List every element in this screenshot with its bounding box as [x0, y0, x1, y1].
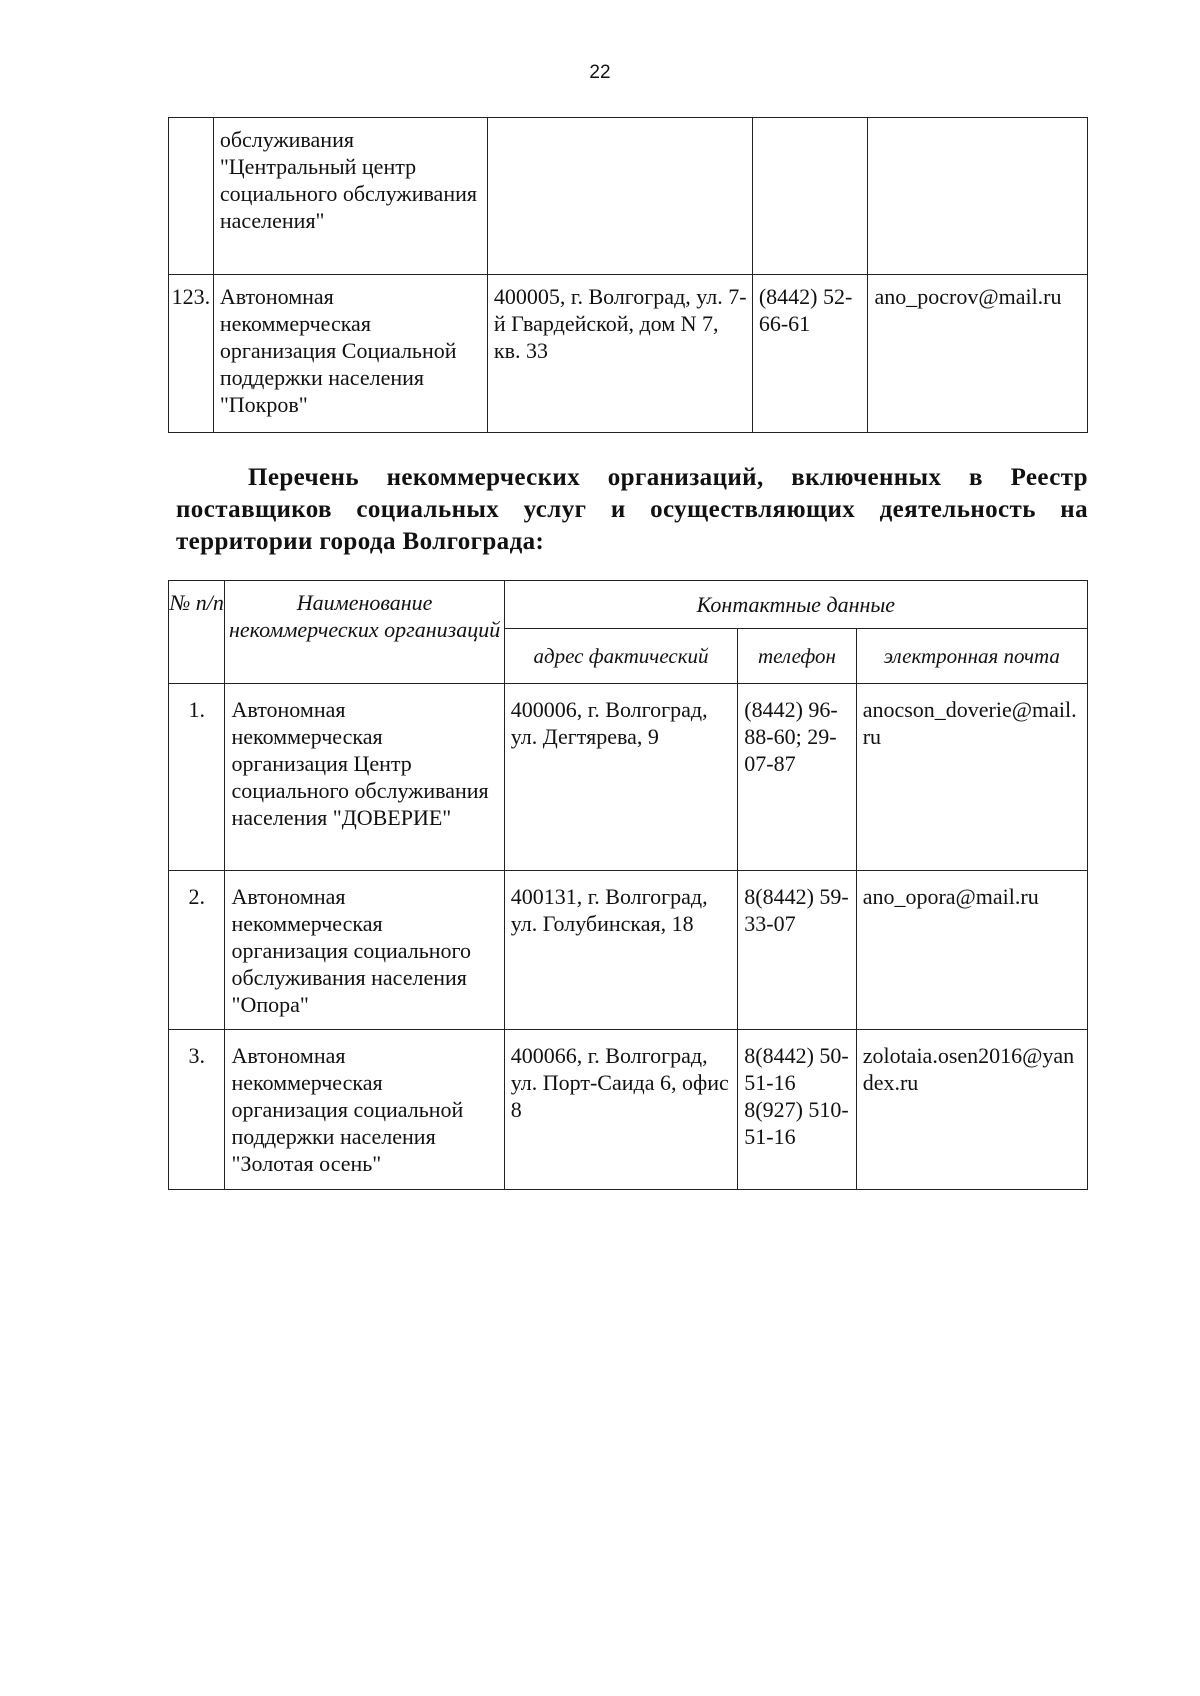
org-phone: (8442) 52-66-61 — [752, 275, 868, 433]
org-phone: (8442) 96-88-60; 29-07-87 — [738, 684, 856, 871]
org-address: 400131, г. Волгоград, ул. Голубинская, 18 — [504, 871, 738, 1030]
org-phone: 8(8442) 59-33-07 — [738, 871, 856, 1030]
table-row — [169, 118, 1088, 275]
header-phone: телефон — [738, 629, 856, 684]
continuation-table — [168, 117, 1088, 433]
org-name: обслуживания "Центральный центр социального обслуживания населения" — [213, 118, 487, 275]
organizations-table — [168, 580, 1088, 1190]
org-name: Автономная некоммерческая организация Центр социального обслуживания населения "ДОВЕРИЕ" — [225, 684, 504, 871]
row-number — [169, 118, 214, 275]
header-address: адрес фактический — [504, 629, 738, 684]
table-row — [169, 275, 1088, 433]
org-email: anocson_doverie@mail.ru — [856, 684, 1087, 871]
org-email — [868, 118, 1088, 275]
row-number: 123. — [169, 275, 214, 433]
row-number: 2. — [169, 871, 225, 1030]
org-address — [487, 118, 752, 275]
org-email: ano_pocrov@mail.ru — [868, 275, 1088, 433]
header-contacts: Контактные данные — [504, 581, 1087, 629]
table-row — [169, 871, 1088, 1030]
org-phone — [752, 118, 868, 275]
header-num: № п/п — [169, 581, 225, 684]
org-address: 400066, г. Волгоград, ул. Порт-Саида 6, офис 8 — [504, 1030, 738, 1190]
header-email: электронная почта — [856, 629, 1087, 684]
table-header-row — [169, 581, 1088, 629]
table-row — [169, 1030, 1088, 1190]
org-email: zolotaia.osen2016@yandex.ru — [856, 1030, 1087, 1190]
org-address: 400005, г. Волгоград, ул. 7-й Гвардейской, дом N 7, кв. 33 — [487, 275, 752, 433]
org-phone: 8(8442) 50-51-16 8(927) 510-51-16 — [738, 1030, 856, 1190]
page-number: 22 — [589, 62, 611, 83]
org-name: Автономная некоммерческая организация Социальной поддержки населения "Покров" — [213, 275, 487, 433]
org-name: Автономная некоммерческая организация социального обслуживания населения "Опора" — [225, 871, 504, 1030]
table-row — [169, 684, 1088, 871]
org-name: Автономная некоммерческая организация социальной поддержки населения "Золотая осень" — [225, 1030, 504, 1190]
org-email: ano_opora@mail.ru — [856, 871, 1087, 1030]
header-name: Наименование некоммерческих организаций — [225, 581, 504, 684]
row-number: 3. — [169, 1030, 225, 1190]
section-heading: Перечень некоммерческих организаций, включенных в Реестр поставщиков социальных услуг и осуществляющих деятельность на территории города Волгограда: — [176, 464, 1088, 555]
row-number: 1. — [169, 684, 225, 871]
org-address: 400006, г. Волгоград, ул. Дегтярева, 9 — [504, 684, 738, 871]
